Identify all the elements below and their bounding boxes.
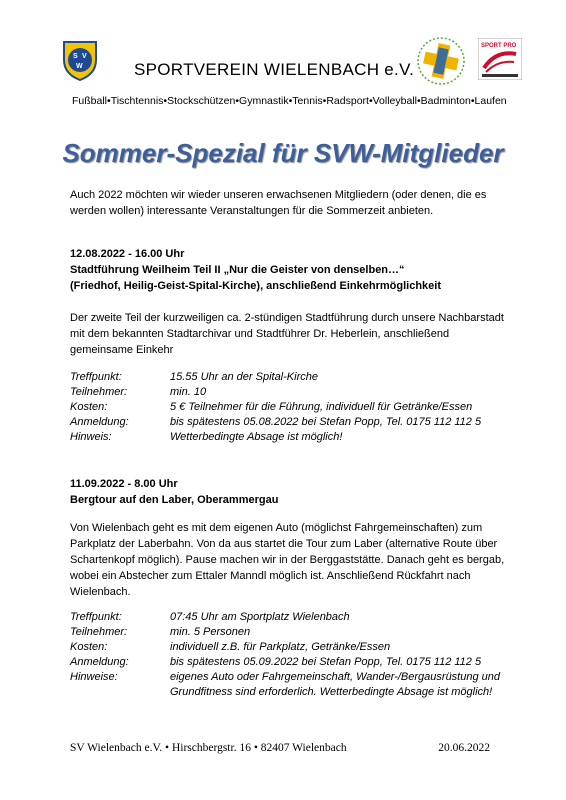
gesundheitssport-logo (416, 36, 466, 86)
detail-value: 07:45 Uhr am Sportplatz Wielenbach (170, 611, 350, 623)
club-name: SPORTVEREIN WIELENBACH e.V. (134, 60, 415, 79)
svw-club-logo (60, 38, 100, 82)
svg-text:W: W (76, 63, 83, 70)
detail-row (70, 610, 520, 625)
detail-label: Teilnehmer: (70, 626, 128, 638)
detail-value: 5 € Teilnehmer für die Führung, individuell für Getränke/Essen (170, 401, 473, 413)
detail-label: Hinweise: (70, 671, 118, 683)
detail-label: Hinweis: (70, 431, 112, 443)
footer-address: SV Wielenbach e.V. • Hirschbergstr. 16 • 82407 Wielenbach (70, 742, 347, 754)
detail-row (70, 370, 520, 385)
detail-row (70, 430, 520, 445)
detail-row (70, 400, 520, 415)
svg-text:V: V (82, 53, 87, 60)
event1-title-line2: (Friedhof, Heilig-Geist-Spital-Kirche), anschließend Einkehrmöglichkeit (70, 280, 442, 292)
detail-value: min. 10 (170, 386, 207, 398)
detail-value: bis spätestens 05.08.2022 bei Stefan Popp, Tel. 0175 112 112 5 (170, 416, 482, 428)
event1-description: Der zweite Teil der kurzweiligen ca. 2-stündigen Stadtführung durch unsere Nachbarstadt mit dem bekannten Stadtarchivar und Stadtführer Dr. Heberlein, anschließend gemeinsame Einkehr (70, 312, 504, 356)
event1-details (70, 370, 520, 445)
detail-label: Treffpunkt: (70, 371, 122, 383)
page-headline: Sommer-Spezial für SVW-Mitglieder (62, 138, 504, 168)
detail-row (70, 655, 520, 670)
detail-value: min. 5 Personen (170, 626, 251, 638)
detail-row (70, 415, 520, 430)
detail-row (70, 385, 520, 400)
detail-label: Treffpunkt: (70, 611, 122, 623)
detail-row (70, 670, 520, 700)
detail-row (70, 640, 520, 655)
detail-value: bis spätestens 05.09.2022 bei Stefan Popp, Tel. 0175 112 112 5 (170, 656, 482, 668)
detail-label: Kosten: (70, 401, 108, 413)
detail-value: 15.55 Uhr an der Spital-Kirche (170, 371, 318, 383)
event1-title-line1: Stadtführung Weilheim Teil II „Nur die Geister von denselben…“ (70, 264, 405, 276)
sports-list: Fußball•Tischtennis•Stockschützen•Gymnastik•Tennis•Radsport•Volleyball•Badminton•Laufen (72, 95, 507, 107)
footer (70, 742, 490, 754)
intro-paragraph: Auch 2022 möchten wir wieder unseren erwachsenen Mitgliedern (oder denen, die es werden wollen) interessante Veranstaltungen für die Sommerzeit anbieten. (70, 189, 487, 217)
sport-pro-gesundheit-logo (478, 38, 522, 80)
event2-date-time: 11.09.2022 - 8.00 Uhr (70, 478, 178, 490)
svg-text:S: S (73, 53, 78, 60)
detail-label: Kosten: (70, 641, 108, 653)
detail-value: eigenes Auto oder Fahrgemeinschaft, Wander-/Bergausrüstung und Grundfitness sind erforderlich. Wetterbedingte Absage ist möglich! (170, 671, 500, 698)
detail-label: Anmeldung: (70, 656, 129, 668)
detail-label: Teilnehmer: (70, 386, 128, 398)
detail-value: Wetterbedingte Absage ist möglich! (170, 431, 343, 443)
detail-row (70, 625, 520, 640)
event1-date-time: 12.08.2022 - 16.00 Uhr (70, 248, 185, 260)
event2-description: Von Wielenbach geht es mit dem eigenen Auto (möglichst Fahrgemeinschaften) zum Parkplatz der Laberbahn. Von da aus startet die Tour zum Laber (alternative Route über Schartenkopf möglich). Pause machen wir in der Berggaststätte. Danach geht es bergab, wobei ein Abstecher zum Ettaler Manndl möglich ist. Anschließend Rückfahrt nach Wielenbach. (70, 522, 505, 598)
footer-date: 20.06.2022 (438, 742, 490, 754)
detail-label: Anmeldung: (70, 416, 129, 428)
detail-value: individuell z.B. für Parkplatz, Getränke/Essen (170, 641, 391, 653)
event2-details (70, 610, 520, 700)
event2-title: Bergtour auf den Laber, Oberammergau (70, 494, 279, 506)
svg-text:SPORT PRO: SPORT PRO (481, 43, 517, 49)
